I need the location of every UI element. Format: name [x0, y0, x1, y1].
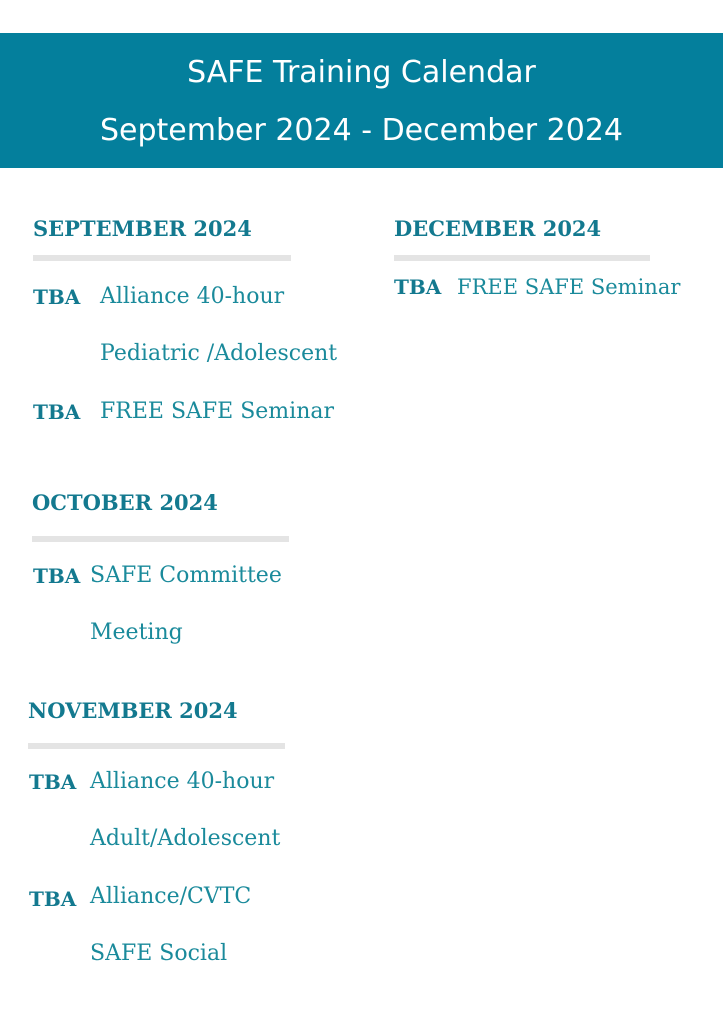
- page-subtitle: September 2024 - December 2024: [99, 113, 624, 148]
- month-heading: DECEMBER 2024: [394, 216, 602, 241]
- event-date: TBA: [33, 400, 81, 424]
- divider: [32, 536, 289, 542]
- event-date: TBA: [33, 564, 81, 588]
- event-title: Adult/Adolescent: [90, 826, 281, 851]
- event-date: TBA: [394, 275, 442, 299]
- event-title: Meeting: [90, 620, 183, 645]
- event-date: TBA: [29, 887, 77, 911]
- event-title: Alliance 40-hour: [100, 284, 285, 309]
- month-heading: OCTOBER 2024: [32, 490, 218, 515]
- divider: [33, 255, 291, 261]
- divider: [28, 743, 285, 749]
- header-banner: [0, 33, 723, 168]
- page-title: SAFE Training Calendar: [187, 55, 536, 90]
- event-title: SAFE Committee: [90, 563, 282, 588]
- divider: [394, 255, 650, 261]
- month-heading: NOVEMBER 2024: [28, 698, 238, 723]
- event-title: FREE SAFE Seminar: [100, 399, 335, 424]
- event-title: Alliance 40-hour: [90, 769, 275, 794]
- event-title: SAFE Social: [90, 941, 228, 966]
- event-title: Pediatric /Adolescent: [100, 341, 338, 366]
- month-heading: SEPTEMBER 2024: [33, 216, 252, 241]
- event-date: TBA: [29, 770, 77, 794]
- event-title: FREE SAFE Seminar: [457, 275, 681, 299]
- event-date: TBA: [33, 285, 81, 309]
- event-title: Alliance/CVTC: [90, 884, 252, 909]
